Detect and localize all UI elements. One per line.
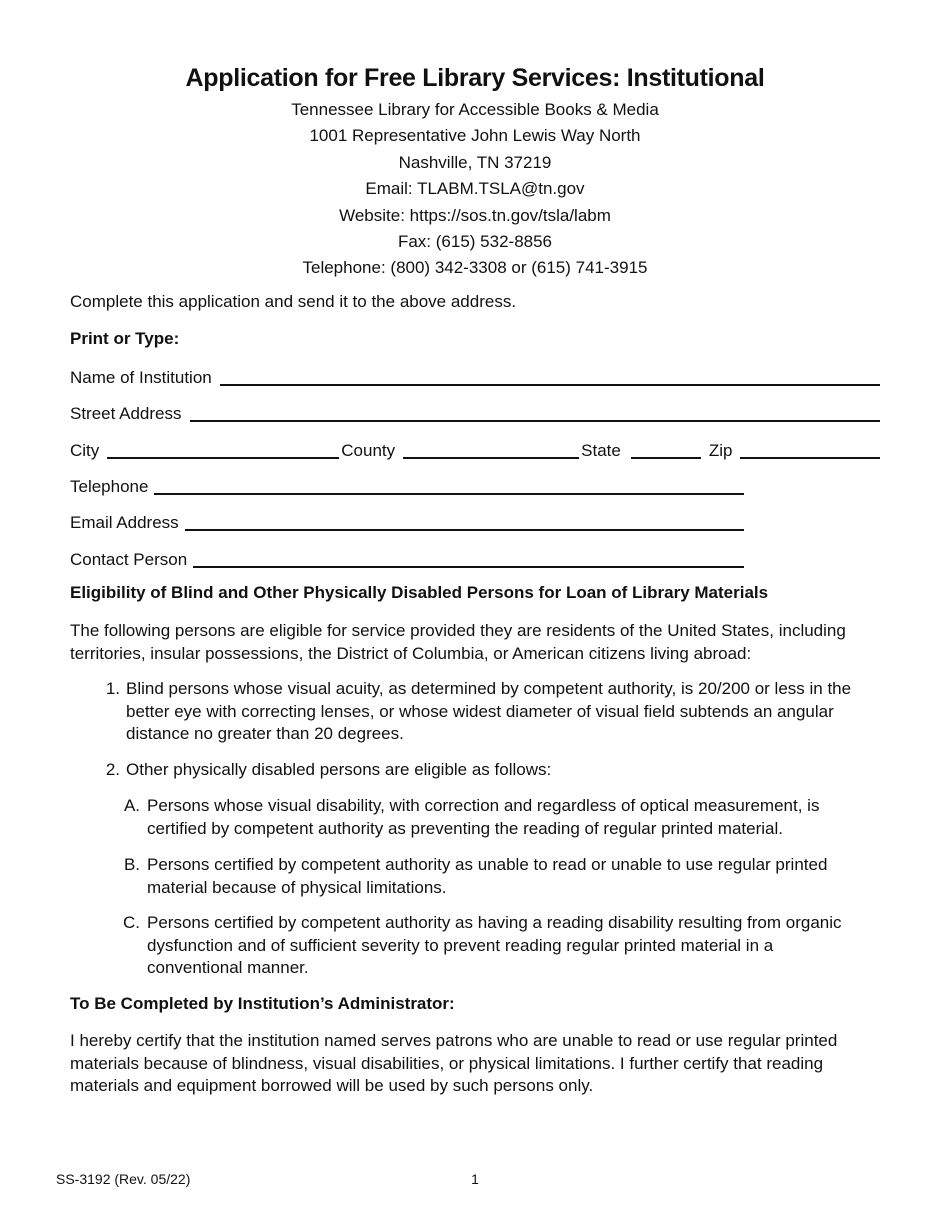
list-marker: C. [123, 913, 140, 932]
address-line-2: Nashville, TN 37219 [398, 152, 552, 172]
list-marker: 1. [105, 679, 120, 698]
eligibility-subitem-b [118, 854, 870, 899]
print-or-type-label: Print or Type: [70, 329, 180, 348]
contact-fax: Fax: (615) 532-8856 [397, 232, 553, 252]
contact-row [70, 546, 744, 570]
administrator-text: I hereby certify that the institution named serves patrons who are unable to read or use regular printed materials because of blindness, visual disabilities, or physical limitations. I further certify that reading materials and equipment borrowed will be used by such persons only. [70, 1031, 838, 1095]
eligibility-subitem-c [118, 912, 870, 980]
administrator-heading: To Be Completed by Institution’s Administrator: [70, 994, 455, 1013]
institution-field[interactable] [220, 366, 880, 386]
email-label: Email Address [70, 513, 179, 532]
eligibility-intro: The following persons are eligible for service provided they are residents of the United States, including territories, insular possessions, the District of Columbia, or American citizens living abroad: [70, 621, 846, 663]
address-line-1: 1001 Representative John Lewis Way North [309, 126, 641, 146]
telephone-label: Telephone [70, 477, 149, 496]
contact-block [0, 97, 950, 282]
state-label: State [581, 441, 621, 460]
institution-label: Name of Institution [70, 368, 212, 387]
email-row [70, 509, 744, 533]
page-title: Application for Free Library Services: Institutional [185, 64, 765, 92]
list-text: Persons certified by competent authority as unable to read or unable to use regular printed material because of physical limitations. [147, 855, 828, 897]
form-number: SS-3192 (Rev. 05/22) [56, 1171, 191, 1187]
institution-row [70, 364, 880, 388]
street-field[interactable] [190, 402, 880, 422]
zip-label: Zip [708, 441, 733, 460]
eligibility-heading: Eligibility of Blind and Other Physically Disabled Persons for Loan of Library Materials [70, 583, 769, 602]
list-marker: 2. [105, 760, 120, 779]
city-label: City [70, 441, 100, 460]
email-field[interactable] [185, 511, 744, 531]
state-field[interactable] [631, 439, 701, 459]
county-field[interactable] [403, 439, 579, 459]
street-label: Street Address [70, 404, 182, 423]
contact-website: Website: https://sos.tn.gov/tsla/labm [339, 205, 611, 225]
list-text: Other physically disabled persons are eligible as follows: [126, 760, 552, 779]
list-marker: B. [123, 855, 140, 874]
eligibility-subitem-a [118, 795, 870, 840]
contact-field[interactable] [193, 548, 744, 568]
contact-email: Email: TLABM.TSLA@tn.gov [365, 179, 585, 199]
list-marker: A. [123, 796, 140, 815]
eligibility-item-2 [100, 759, 870, 782]
county-label: County [341, 441, 396, 460]
list-text: Blind persons whose visual acuity, as determined by competent authority, is 20/200 or less in the better eye with correcting lenses, or whose widest diameter of visual field subtends an angular distance no greater than 20 degrees. [126, 679, 852, 743]
city-field[interactable] [107, 439, 339, 459]
contact-telephone: Telephone: (800) 342-3308 or (615) 741-3915 [302, 258, 648, 278]
eligibility-item-1 [100, 678, 870, 746]
street-row [70, 400, 880, 424]
telephone-row [70, 473, 744, 497]
telephone-field[interactable] [154, 475, 744, 495]
page-number: 1 [471, 1171, 479, 1187]
zip-field[interactable] [740, 439, 880, 459]
contact-label: Contact Person [70, 550, 188, 569]
org-name: Tennessee Library for Accessible Books & Media [291, 100, 659, 119]
list-text: Persons certified by competent authority as having a reading disability resulting from organic dysfunction and of sufficient severity to prevent reading regular printed material in a conventional manner. [147, 913, 842, 977]
list-text: Persons whose visual disability, with correction and regardless of optical measurement, is certified by competent authority as preventing the reading of regular printed material. [147, 796, 820, 838]
city-row [70, 437, 880, 461]
intro-text: Complete this application and send it to the above address. [70, 292, 517, 311]
